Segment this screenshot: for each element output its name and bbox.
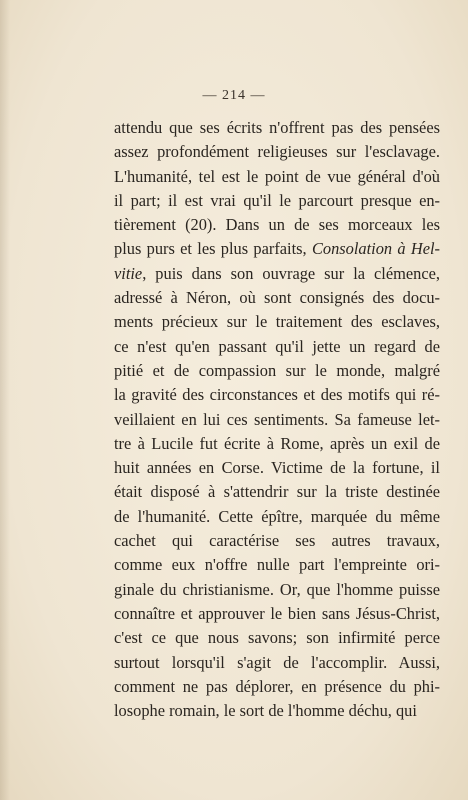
text-line: assez profondément religieuses sur l'esclavage.: [114, 142, 440, 162]
text-line: pitié et de compassion sur le monde, malgré: [114, 360, 440, 380]
text-line: ments précieux sur le traitement des esclaves,: [114, 312, 440, 332]
text-line: c'est ce que nous savons; son infirmité perce: [114, 628, 440, 648]
text-line: attendu que ses écrits n'offrent pas des pensées: [114, 118, 440, 137]
text-line: ce n'est qu'en passant qu'il jette un regard de: [114, 336, 440, 356]
body-text: [114, 116, 440, 723]
work-title-italic: vitie: [114, 263, 143, 283]
text-line: connaître et approuver le bien sans Jésus-Christ,: [114, 603, 440, 623]
text-line: était disposé à s'attendrir sur la triste destinée: [114, 482, 440, 502]
text-line: plus purs et les plus parfaits, Consolation à Hel-: [114, 239, 440, 259]
page-gutter-shadow: [0, 0, 10, 800]
text-line: comme eux n'offre nulle part l'empreinte ori-: [114, 555, 440, 575]
text-line: ginale du christianisme. Or, que l'homme puisse: [114, 579, 440, 599]
text-line: tre à Lucile fut écrite à Rome, après un exil de: [114, 433, 440, 453]
text-line: cachet qui caractérise ses autres travaux,: [114, 531, 440, 551]
text-line: surtout lorsqu'il s'agit de l'accomplir. Aussi,: [114, 652, 440, 672]
text-line: L'humanité, tel est le point de vue général d'où: [114, 166, 440, 186]
work-title-italic: Consolation à Hel-: [311, 239, 440, 259]
text-line: la gravité des circonstances et des motifs qui ré-: [114, 385, 440, 405]
text-line: veillaient en lui ces sentiments. Sa fameuse let-: [114, 409, 440, 429]
text-line: losophe romain, le sort de l'homme déchu, qui: [114, 701, 417, 721]
text-line: adressé à Néron, où sont consignés des docu-: [114, 288, 440, 308]
text-line: comment ne pas déplorer, en présence du phi-: [114, 676, 440, 696]
text-line: tièrement (20). Dans un de ses morceaux les: [114, 215, 440, 235]
text-line: huit années en Corse. Victime de la fortune, il: [114, 458, 440, 478]
text-line: de l'humanité. Cette épître, marquée du même: [114, 506, 440, 526]
text-line: il part; il est vrai qu'il le parcourt presque en-: [114, 190, 440, 210]
page-number: — 214 —: [202, 88, 266, 103]
text-line: vitie, puis dans son ouvrage sur la clémence,: [114, 263, 440, 283]
